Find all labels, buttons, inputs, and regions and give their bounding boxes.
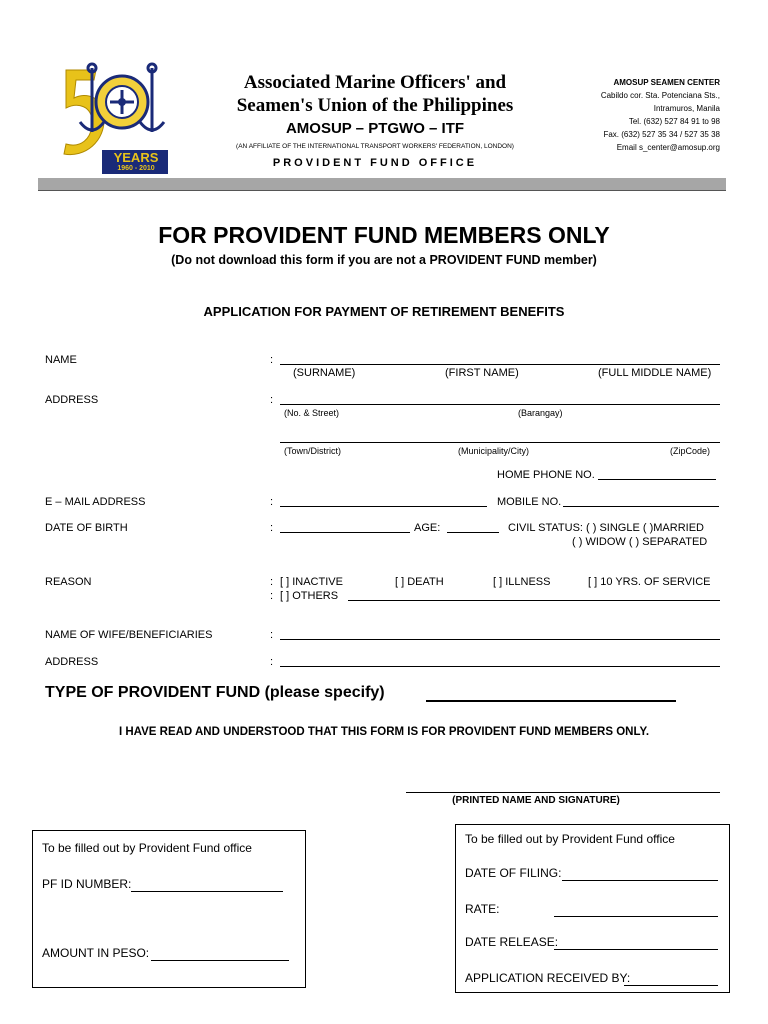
mobile-label: MOBILE NO. (497, 496, 562, 508)
pf-id-field[interactable] (131, 891, 283, 892)
dob-colon: : (270, 522, 274, 534)
logo-year-range: 1960 - 2010 (117, 165, 155, 172)
beneficiaries-field[interactable] (280, 639, 720, 640)
form-subtitle: (Do not download this form if you are not a PROVIDENT FUND member) (171, 253, 597, 267)
date-release-field[interactable] (554, 949, 718, 950)
affiliate-note: (AN AFFILIATE OF THE INTERNATIONAL TRANSPORT WORKERS' FEDERATION, LONDON) (236, 143, 514, 150)
signature-field[interactable] (406, 792, 720, 793)
reason-others-field[interactable] (348, 600, 720, 601)
age-field[interactable] (447, 532, 499, 533)
address-city-field[interactable] (280, 442, 720, 443)
declaration-text: I HAVE READ AND UNDERSTOOD THAT THIS FORM IS FOR PROVIDENT FUND MEMBERS ONLY. (118, 726, 650, 738)
first-name-caption: (FIRST NAME) (445, 367, 519, 379)
address-street-field[interactable] (280, 404, 720, 405)
reason-inactive-checkbox[interactable]: [ ] INACTIVE (280, 576, 343, 588)
middle-name-caption: (FULL MIDDLE NAME) (598, 367, 712, 379)
reason-others-checkbox[interactable]: [ ] OTHERS (280, 590, 339, 602)
beneficiary-address-field[interactable] (280, 666, 720, 667)
street-caption: (No. & Street) (284, 408, 340, 418)
city-caption: (Municipality/City) (458, 446, 530, 456)
email-field[interactable] (280, 506, 487, 507)
age-label: AGE: (414, 522, 441, 534)
center-name: AMOSUP SEAMEN CENTER (613, 78, 720, 87)
org-acronym: AMOSUP – PTGWO – ITF (285, 120, 465, 137)
provident-fund-type-field[interactable] (426, 700, 676, 702)
name-colon: : (270, 354, 274, 366)
name-label: NAME (45, 354, 77, 366)
org-name-line2: Seamen's Union of the Philippines (236, 95, 514, 116)
center-tel: Tel. (632) 527 84 91 to 98 (628, 117, 720, 126)
office-box-right-title: To be filled out by Provident Fund office (465, 832, 675, 846)
town-caption: (Town/District) (284, 446, 342, 456)
home-phone-label: HOME PHONE NO. (497, 469, 595, 481)
date-release-label: DATE RELEASE: (465, 935, 559, 949)
dob-label: DATE OF BIRTH (45, 522, 128, 534)
civil-status-options-2[interactable]: ( ) WIDOW ( ) SEPARATED (572, 536, 708, 548)
amount-label: AMOUNT IN PESO: (42, 946, 150, 960)
provident-fund-type-text: TYPE OF PROVIDENT FUND (please specify) (45, 684, 385, 701)
beneficiary-address-colon: : (270, 656, 274, 668)
office-box-right (455, 824, 730, 993)
civil-status-options[interactable]: CIVIL STATUS: ( ) SINGLE ( )MARRIED (508, 522, 704, 534)
received-by-label: APPLICATION RECEIVED BY: (465, 971, 631, 985)
logo-years: YEARS (113, 150, 159, 165)
office-box-left (32, 830, 306, 988)
center-email: Email s_center@amosup.org (616, 143, 720, 152)
reason-illness-checkbox[interactable]: [ ] ILLNESS (493, 576, 551, 588)
center-fax: Fax. (632) 527 35 34 / 527 35 38 (603, 130, 720, 139)
dob-field[interactable] (280, 532, 410, 533)
email-colon: : (270, 496, 274, 508)
reason-service-checkbox[interactable]: [ ] 10 YRS. OF SERVICE (588, 576, 711, 588)
signature-label: (PRINTED NAME AND SIGNATURE) (452, 795, 620, 806)
beneficiary-address-label: ADDRESS (45, 656, 99, 668)
date-filing-label: DATE OF FILING: (465, 866, 562, 880)
provident-fund-type-label (45, 684, 385, 702)
surname-caption: (SURNAME) (293, 367, 356, 379)
pf-id-label: PF ID NUMBER: (42, 877, 132, 891)
home-phone-field[interactable] (598, 479, 716, 480)
rate-field[interactable] (554, 916, 718, 917)
center-address-2: Intramuros, Manila (653, 104, 720, 113)
center-address-1: Cabildo cor. Sta. Potenciana Sts., (600, 91, 720, 100)
reason-colon: : (270, 576, 274, 588)
name-field[interactable] (280, 364, 720, 365)
header-divider-bar (38, 178, 726, 191)
reason-death-checkbox[interactable]: [ ] DEATH (395, 576, 444, 588)
mobile-field[interactable] (563, 506, 719, 507)
reason-label: REASON (45, 576, 92, 588)
address-colon: : (270, 394, 274, 406)
received-by-field[interactable] (624, 985, 718, 986)
reason-colon-2: : (270, 590, 274, 602)
zipcode-caption: (ZipCode) (670, 446, 711, 456)
date-filing-field[interactable] (562, 880, 718, 881)
form-title: FOR PROVIDENT FUND MEMBERS ONLY (158, 222, 610, 248)
office-box-left-title: To be filled out by Provident Fund office (42, 841, 252, 855)
email-label: E – MAIL ADDRESS (45, 496, 146, 508)
office-name: PROVIDENT FUND OFFICE (272, 157, 478, 169)
application-title: APPLICATION FOR PAYMENT OF RETIREMENT BENEFITS (203, 304, 565, 319)
beneficiaries-colon: : (270, 629, 274, 641)
address-label: ADDRESS (45, 394, 99, 406)
rate-label: RATE: (465, 902, 500, 916)
amount-field[interactable] (151, 960, 289, 961)
org-name-line1: Associated Marine Officers' and (243, 72, 507, 93)
beneficiaries-label: NAME OF WIFE/BENEFICIARIES (45, 629, 213, 641)
barangay-caption: (Barangay) (518, 408, 563, 418)
